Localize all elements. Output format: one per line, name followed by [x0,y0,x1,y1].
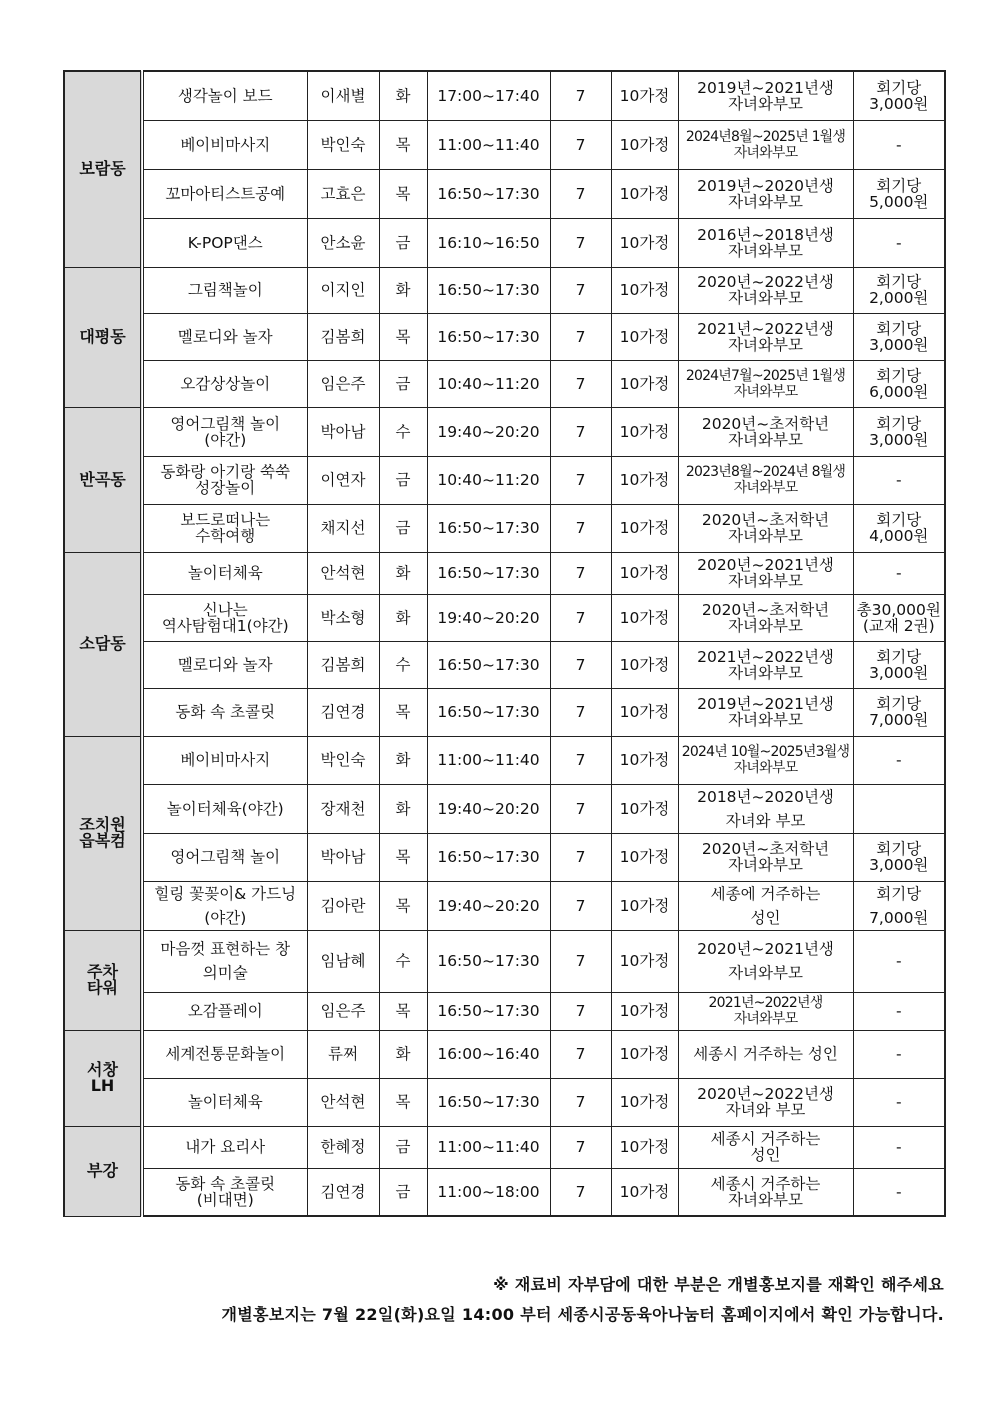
program-name-cell: 내가 요리사 [142,1126,307,1168]
table-row [64,120,945,169]
capacity-cell: 10가정 [611,1168,678,1216]
teacher-cell: 임남혜 [307,930,379,992]
day-cell: 수 [379,641,427,688]
teacher-cell: 박소형 [307,594,379,641]
target-cell: 2020년~초저학년 자녀와부모 [678,594,853,641]
target-cell: 2023년8월~2024년 8월생 자녀와부모 [678,456,853,504]
target-cell: 세종시 거주하는 성인 [678,1030,853,1078]
fee-cell: 회기당 3,000원 [853,641,945,688]
target-cell: 2020년~2022년생 자녀와 부모 [678,1078,853,1126]
fee-cell: - [853,120,945,169]
teacher-cell: 안석현 [307,1078,379,1126]
sessions-cell: 7 [550,784,611,833]
capacity-cell: 10가정 [611,594,678,641]
teacher-cell: 고효은 [307,169,379,218]
table-row [64,313,945,360]
capacity-cell: 10가정 [611,992,678,1030]
sessions-cell: 7 [550,120,611,169]
teacher-cell: 박인숙 [307,120,379,169]
target-cell: 2019년~2021년생 자녀와부모 [678,688,853,736]
table-row [64,360,945,407]
fee-cell: 총30,000원 (교재 2권) [853,594,945,641]
table-row [64,992,945,1030]
teacher-cell: 김봄희 [307,313,379,360]
teacher-cell: 채지선 [307,504,379,552]
time-cell: 16:50~17:30 [427,992,550,1030]
region-cell: 조치원 읍복컴 [64,736,142,930]
program-name-cell: 세계전통문화놀이 [142,1030,307,1078]
sessions-cell: 7 [550,1126,611,1168]
program-name-cell: 놀이터체육 [142,1078,307,1126]
program-name-cell: 그림책놀이 [142,267,307,313]
flyer-availability-note: 개별홍보지는 7월 22일(화)요일 14:00 부터 세종시공동육아나눔터 홈페이지에서 확인 가능합니다. [221,1305,944,1324]
sessions-cell: 7 [550,1078,611,1126]
region-cell: 대평동 [64,267,142,407]
table-row [64,169,945,218]
sessions-cell: 7 [550,218,611,267]
program-name-cell: 베이비마사지 [142,120,307,169]
target-cell: 2020년~2021년생 자녀와부모 [678,930,853,992]
time-cell: 19:40~20:20 [427,881,550,930]
fee-cell: - [853,456,945,504]
target-cell: 2024년7월~2025년 1월생 자녀와부모 [678,360,853,407]
time-cell: 19:40~20:20 [427,594,550,641]
target-cell: 2021년~2022년생 자녀와부모 [678,641,853,688]
region-cell: 소담동 [64,552,142,736]
fee-cell: 회기당 4,000원 [853,504,945,552]
table-row [64,267,945,313]
teacher-cell: 이새별 [307,71,379,120]
fee-cell: 회기당 2,000원 [853,267,945,313]
sessions-cell: 7 [550,641,611,688]
region-cell: 보람동 [64,71,142,267]
day-cell: 목 [379,169,427,218]
table-row [64,1126,945,1168]
region-cell: 서창 LH [64,1030,142,1126]
program-name-cell: 베이비마사지 [142,736,307,784]
program-name-cell: 마음껏 표현하는 창 의미술 [142,930,307,992]
target-cell: 2024년 10월~2025년3월생 자녀와부모 [678,736,853,784]
sessions-cell: 7 [550,688,611,736]
target-cell: 2020년~초저학년 자녀와부모 [678,833,853,881]
target-cell: 2020년~초저학년 자녀와부모 [678,504,853,552]
table-row [64,1078,945,1126]
capacity-cell: 10가정 [611,1126,678,1168]
time-cell: 16:50~17:30 [427,313,550,360]
sessions-cell: 7 [550,1030,611,1078]
sessions-cell: 7 [550,552,611,594]
day-cell: 목 [379,833,427,881]
capacity-cell: 10가정 [611,641,678,688]
capacity-cell: 10가정 [611,407,678,456]
capacity-cell: 10가정 [611,784,678,833]
program-schedule-table [63,70,946,1217]
sessions-cell: 7 [550,833,611,881]
day-cell: 금 [379,504,427,552]
table-row [64,594,945,641]
table-row [64,218,945,267]
table-row [64,71,945,120]
capacity-cell: 10가정 [611,881,678,930]
sessions-cell: 7 [550,71,611,120]
day-cell: 목 [379,120,427,169]
capacity-cell: 10가정 [611,169,678,218]
teacher-cell: 류쩌 [307,1030,379,1078]
program-name-cell: 멜로디와 놀자 [142,641,307,688]
sessions-cell: 7 [550,930,611,992]
sessions-cell: 7 [550,456,611,504]
fee-cell: - [853,1078,945,1126]
teacher-cell: 김봄희 [307,641,379,688]
time-cell: 16:50~17:30 [427,552,550,594]
fee-cell: 회기당 7,000원 [853,688,945,736]
day-cell: 목 [379,688,427,736]
target-cell: 2021년~2022년생 자녀와부모 [678,992,853,1030]
day-cell: 목 [379,992,427,1030]
time-cell: 16:00~16:40 [427,1030,550,1078]
time-cell: 16:50~17:30 [427,504,550,552]
capacity-cell: 10가정 [611,833,678,881]
table-row [64,688,945,736]
time-cell: 11:00~18:00 [427,1168,550,1216]
program-name-cell: 생각놀이 보드 [142,71,307,120]
day-cell: 화 [379,1030,427,1078]
capacity-cell: 10가정 [611,120,678,169]
teacher-cell: 이연자 [307,456,379,504]
time-cell: 16:50~17:30 [427,1078,550,1126]
day-cell: 화 [379,784,427,833]
fee-cell: 회기당 3,000원 [853,833,945,881]
sessions-cell: 7 [550,313,611,360]
day-cell: 화 [379,71,427,120]
fee-cell: - [853,930,945,992]
target-cell: 2021년~2022년생 자녀와부모 [678,313,853,360]
capacity-cell: 10가정 [611,218,678,267]
material-cost-note: ※ 재료비 자부담에 대한 부분은 개별홍보지를 재확인 해주세요 [493,1275,944,1294]
table-row [64,1168,945,1216]
fee-cell: - [853,1126,945,1168]
capacity-cell: 10가정 [611,456,678,504]
program-name-cell: K-POP댄스 [142,218,307,267]
teacher-cell: 장재천 [307,784,379,833]
capacity-cell: 10가정 [611,1078,678,1126]
day-cell: 수 [379,930,427,992]
day-cell: 금 [379,456,427,504]
fee-cell: 회기당 6,000원 [853,360,945,407]
program-name-cell: 동화 속 초콜릿 [142,688,307,736]
time-cell: 11:00~11:40 [427,120,550,169]
sessions-cell: 7 [550,504,611,552]
program-name-cell: 신나는 역사탐험대1(야간) [142,594,307,641]
table-row [64,641,945,688]
sessions-cell: 7 [550,992,611,1030]
capacity-cell: 10가정 [611,688,678,736]
day-cell: 화 [379,267,427,313]
capacity-cell: 10가정 [611,930,678,992]
sessions-cell: 7 [550,360,611,407]
fee-cell: - [853,552,945,594]
time-cell: 16:50~17:30 [427,267,550,313]
time-cell: 11:00~11:40 [427,1126,550,1168]
day-cell: 목 [379,881,427,930]
time-cell: 19:40~20:20 [427,784,550,833]
target-cell: 2019년~2021년생 자녀와부모 [678,71,853,120]
table-row [64,504,945,552]
fee-cell: 회기당 3,000원 [853,71,945,120]
sessions-cell: 7 [550,1168,611,1216]
teacher-cell: 박아남 [307,407,379,456]
sessions-cell: 7 [550,407,611,456]
teacher-cell: 이지인 [307,267,379,313]
table-row [64,1030,945,1078]
teacher-cell: 임은주 [307,360,379,407]
sessions-cell: 7 [550,169,611,218]
day-cell: 화 [379,736,427,784]
target-cell: 2016년~2018년생 자녀와부모 [678,218,853,267]
time-cell: 10:40~11:20 [427,456,550,504]
fee-cell: 회기당 3,000원 [853,407,945,456]
target-cell: 2018년~2020년생 자녀와 부모 [678,784,853,833]
region-cell: 반곡동 [64,407,142,552]
target-cell: 세종시 거주하는 성인 [678,1126,853,1168]
time-cell: 16:50~17:30 [427,641,550,688]
target-cell: 2020년~2022년생 자녀와부모 [678,267,853,313]
table-row [64,456,945,504]
day-cell: 금 [379,1126,427,1168]
program-name-cell: 꼬마아티스트공예 [142,169,307,218]
time-cell: 10:40~11:20 [427,360,550,407]
teacher-cell: 한혜정 [307,1126,379,1168]
day-cell: 화 [379,552,427,594]
region-cell: 주차 타워 [64,930,142,1030]
target-cell: 2019년~2020년생 자녀와부모 [678,169,853,218]
fee-cell: 회기당 3,000원 [853,313,945,360]
teacher-cell: 김연경 [307,688,379,736]
teacher-cell: 김연경 [307,1168,379,1216]
teacher-cell: 김아란 [307,881,379,930]
table-row [64,736,945,784]
day-cell: 화 [379,594,427,641]
program-name-cell: 힐링 꽃꽂이& 가드닝 (야간) [142,881,307,930]
teacher-cell: 임은주 [307,992,379,1030]
capacity-cell: 10가정 [611,71,678,120]
program-name-cell: 영어그림책 놀이 [142,833,307,881]
target-cell: 세종시 거주하는 자녀와부모 [678,1168,853,1216]
teacher-cell: 박아남 [307,833,379,881]
sessions-cell: 7 [550,881,611,930]
time-cell: 11:00~11:40 [427,736,550,784]
time-cell: 16:10~16:50 [427,218,550,267]
fee-cell: - [853,736,945,784]
target-cell: 세종에 거주하는 성인 [678,881,853,930]
time-cell: 16:50~17:30 [427,930,550,992]
day-cell: 수 [379,407,427,456]
region-cell: 부강 [64,1126,142,1216]
table-row [64,881,945,930]
time-cell: 16:50~17:30 [427,169,550,218]
sessions-cell: 7 [550,594,611,641]
program-name-cell: 동화랑 아기랑 쑥쑥 성장놀이 [142,456,307,504]
capacity-cell: 10가정 [611,552,678,594]
fee-cell: - [853,1168,945,1216]
capacity-cell: 10가정 [611,504,678,552]
day-cell: 목 [379,1078,427,1126]
teacher-cell: 안석현 [307,552,379,594]
program-name-cell: 놀이터체육(야간) [142,784,307,833]
program-name-cell: 동화 속 초콜릿 (비대면) [142,1168,307,1216]
fee-cell: - [853,992,945,1030]
table-row [64,784,945,833]
time-cell: 16:50~17:30 [427,688,550,736]
target-cell: 2020년~2021년생 자녀와부모 [678,552,853,594]
time-cell: 17:00~17:40 [427,71,550,120]
target-cell: 2024년8월~2025년 1월생 자녀와부모 [678,120,853,169]
target-cell: 2020년~초저학년 자녀와부모 [678,407,853,456]
fee-cell: 회기당 5,000원 [853,169,945,218]
capacity-cell: 10가정 [611,1030,678,1078]
teacher-cell: 안소윤 [307,218,379,267]
table-body [64,71,945,1216]
day-cell: 금 [379,218,427,267]
program-name-cell: 멜로디와 놀자 [142,313,307,360]
table-row [64,930,945,992]
table-row [64,407,945,456]
time-cell: 16:50~17:30 [427,833,550,881]
fee-cell [853,784,945,833]
time-cell: 19:40~20:20 [427,407,550,456]
day-cell: 금 [379,1168,427,1216]
program-name-cell: 영어그림책 놀이 (야간) [142,407,307,456]
fee-cell: 회기당 7,000원 [853,881,945,930]
capacity-cell: 10가정 [611,313,678,360]
sessions-cell: 7 [550,267,611,313]
fee-cell: - [853,218,945,267]
day-cell: 금 [379,360,427,407]
program-name-cell: 놀이터체육 [142,552,307,594]
table-row [64,552,945,594]
fee-cell: - [853,1030,945,1078]
capacity-cell: 10가정 [611,267,678,313]
sessions-cell: 7 [550,736,611,784]
day-cell: 목 [379,313,427,360]
table-row [64,833,945,881]
program-name-cell: 보드로떠나는 수학여행 [142,504,307,552]
capacity-cell: 10가정 [611,736,678,784]
capacity-cell: 10가정 [611,360,678,407]
program-name-cell: 오감플레이 [142,992,307,1030]
program-name-cell: 오감상상놀이 [142,360,307,407]
teacher-cell: 박인숙 [307,736,379,784]
